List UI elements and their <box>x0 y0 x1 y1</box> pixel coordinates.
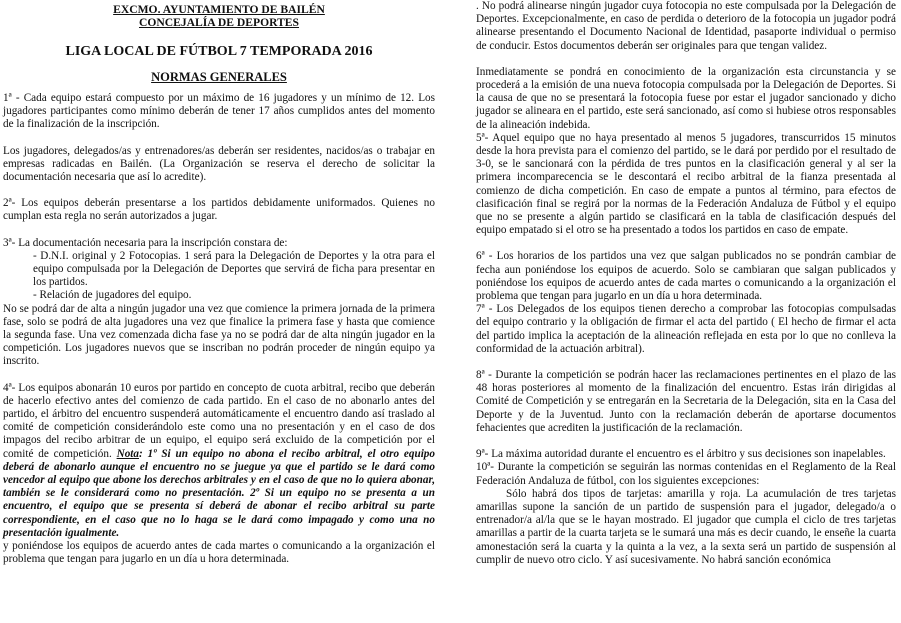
rule-10-tarjetas: Sólo habrá dos tipos de tarjetas: amarilla y roja. La acumulación de tres tarjetas amarillas supone la sanción de un partido de suspensión para el jugador, delegado/a o entrenador/a al/la que se le hayan mostrado. El jugador que cumpla el ciclo de tres tarjetas amarillas a partir de la cuarta tarjeta se le sumará una más es decir cuando, le enseñe la cuarta amonestación será la cuarta y la quinta a la vez, a la sexta será un partido de suspensión al cumplir de nuevo otro ciclo. Y así sucesivamente. No habrá sanción económica <box>476 487 896 566</box>
rule-3-altas: No se podrá dar de alta a ningún jugador una vez que comience la primera jornada de la primera fase, solo se podrá de alta jugadores una vez que finalice la primera fase y hasta que comience la segunda fase. Una vez comenzada dicha fase ya no se podrá dar de alta ningún jugador en la competición. Los jugadores nuevos que se inscriban no podrán proceder de ningún equipo ya inscrito. <box>3 302 435 368</box>
nota-label: Nota <box>116 447 139 460</box>
rule-9: 9ª- La máxima autoridad durante el encuentro es el árbitro y sus decisiones son inapelables. <box>476 448 886 461</box>
rule-5: 5ª- Aquel equipo que no haya presentado al menos 5 jugadores, transcurridos 15 minutos desde la hora prevista para el comienzo del partido, se le dará por perdido por el resultado de 3-0, se le sancionará con la pérdida de tres puntos en la clasificación general y al ser la primera incomparecencia se le descontará el recibo arbitral de la fianza presentada al comienzo de dicha competición. En caso de empate a puntos al término, para efectos de clasificación final se regirá por la normas de la Federación Andaluza de Fútbol y el equipo que no se presente a algún partido se clasificará en la tabla de clasificación después del equipo empatado si el otro se ha presentado a todos los partidos en caso de empate. <box>476 131 896 237</box>
rule-6: 6ª - Los horarios de los partidos una vez que salgan publicados no se pondrán cambiar de fecha aun poniéndose los equipos de acuerdo. Solo se cambiaran que salgan publicados y poniéndose los equipos de acuerdo antes de cada martes o comunicando a la organización el problema que tengan para jugarlo en un día u hora determinada. <box>476 250 896 303</box>
rule-4 <box>3 382 435 540</box>
right-column <box>476 0 896 567</box>
rule-4-end: y poniéndose los equipos de acuerdo antes de cada martes o comunicando a la organización el problema que tengan para jugarlo en un día u hora determinada. <box>3 540 435 566</box>
fotocopia-paragraph: . No podrá alinearse ningún jugador cuya fotocopia no este compulsada por la Delegación de Deportes. Excepcionalmente, en caso de perdida o deterioro de la fotocopia un jugador podrá alinearse presentando el Documento Nacional de Identidad, pasaporte individual o permiso de conducir. Estos documentos deberán ser originales para que tengan validez. <box>476 0 896 52</box>
nota-text: : 1º Si un equipo no abona el recibo arbitral, el otro equipo deberá de abonarlo aunque el encuentro no se juegue ya que el partido se le dará como vencedor al equipo que abone los derechos arbitrales y en el caso de que no lo quiera abonar, también se le considerará como no presentación. 2º Si un equipo no se presenta a un encuentro, el equipo que se presenta sí deberá de abonar el recibo arbitral su parte correspondiente, en el caso que no lo haga se le dará como impagado y como una no presentación igualmente. <box>3 447 435 539</box>
emision-paragraph: Inmediatamente se pondrá en conocimiento de la organización esta circunstancia y se procederá a la emisión de una nueva fotocopia compulsada por la Delegación de Deportes. Si la causa de que no se presentará la fotocopia fuese por estar el jugador sancionado y dicho jugador se alineara en el partido, este será sancionado, así como si hubiese otros responsables de la alineación indebida. <box>476 65 896 131</box>
rule-3-relacion: - Relación de jugadores del equipo. <box>33 289 192 302</box>
rule-1: 1ª - Cada equipo estará compuesto por un máximo de 16 jugadores y un mínimo de 12. Los jugadores participantes como mínimo deberán de tener 17 años cumplidos antes del momento de la finalización de la inscripción. <box>3 92 435 131</box>
left-column <box>3 0 435 567</box>
rule-10: 10ª- Durante la competición se seguirán las normas contenidas en el Reglamento de la Real Federación Andaluza de fútbol, con los siguientes excepciones: <box>476 461 896 487</box>
rule-1-residency: Los jugadores, delegados/as y entrenadores/as deberán ser residentes, nacidos/as o trabajar en empresas radicadas en Bailén. (La Organización se reserva el derecho de solicitar la documentación necesaria que así lo acredite). <box>3 144 435 184</box>
rule-7: 7ª - Los Delegados de los equipos tienen derecho a comprobar las fotocopias compulsadas del equipo contrario y la obligación de firmar el acta del partido ( El hecho de firmar el acta del partido implica la aceptación de la alineación reflejada en esta por lo que no conlleva la conformidad de la actuación arbitral). <box>476 303 896 355</box>
header-ayuntamiento: EXCMO. AYUNTAMIENTO DE BAILÉN <box>113 3 325 16</box>
rule-3: 3ª- La documentación necesaria para la inscripción constara de: <box>3 236 288 249</box>
rule-4-text: 4ª- Los equipos abonarán 10 euros por partido en concepto de cuota arbitral, recibo que deberán de hacerlo efectivo antes del comienzo de cada partido. En el caso de no abonarlo antes del partido, el árbitro del encuentro suspenderá automáticamente el encuentro dando así traslado al comité de competición considerándolo este como una no presentación y en el caso de dos impagos del recibo arbitrar de un equipo, el equipo será excluido de la competición por el comité de competición. <box>3 381 435 460</box>
document-title: LIGA LOCAL DE FÚTBOL 7 TEMPORADA 2016 <box>65 44 373 59</box>
section-title: NORMAS GENERALES <box>151 70 287 84</box>
header-concejalia: CONCEJALÍA DE DEPORTES <box>138 15 299 29</box>
rule-2: 2ª- Los equipos deberán presentarse a los partidos debidamente uniformados. Quienes no cumplan esta regla no serán autorizados a jugar. <box>3 197 435 223</box>
rule-8: 8ª - Durante la competición se podrán hacer las reclamaciones pertinentes en el plazo de las 48 horas posteriores al momento de la finalización del encuentro. Estas irán dirigidas al Comité de Competición y se entregarán en la Secretaria de la Delegación, sita en la Casa del Deporte y de la Juventud. Junto con la reclamación deberán de aportarse documentos fehacientes que acrediten la justificación de la reclamación. <box>476 369 896 434</box>
rule-3-dni: - D.N.I. original y 2 Fotocopias. 1 será para la Delegación de Deportes y la otra para el equipo compulsada por la Delegación de Deportes que servirá de ficha para presentar en los partidos. <box>33 249 435 289</box>
